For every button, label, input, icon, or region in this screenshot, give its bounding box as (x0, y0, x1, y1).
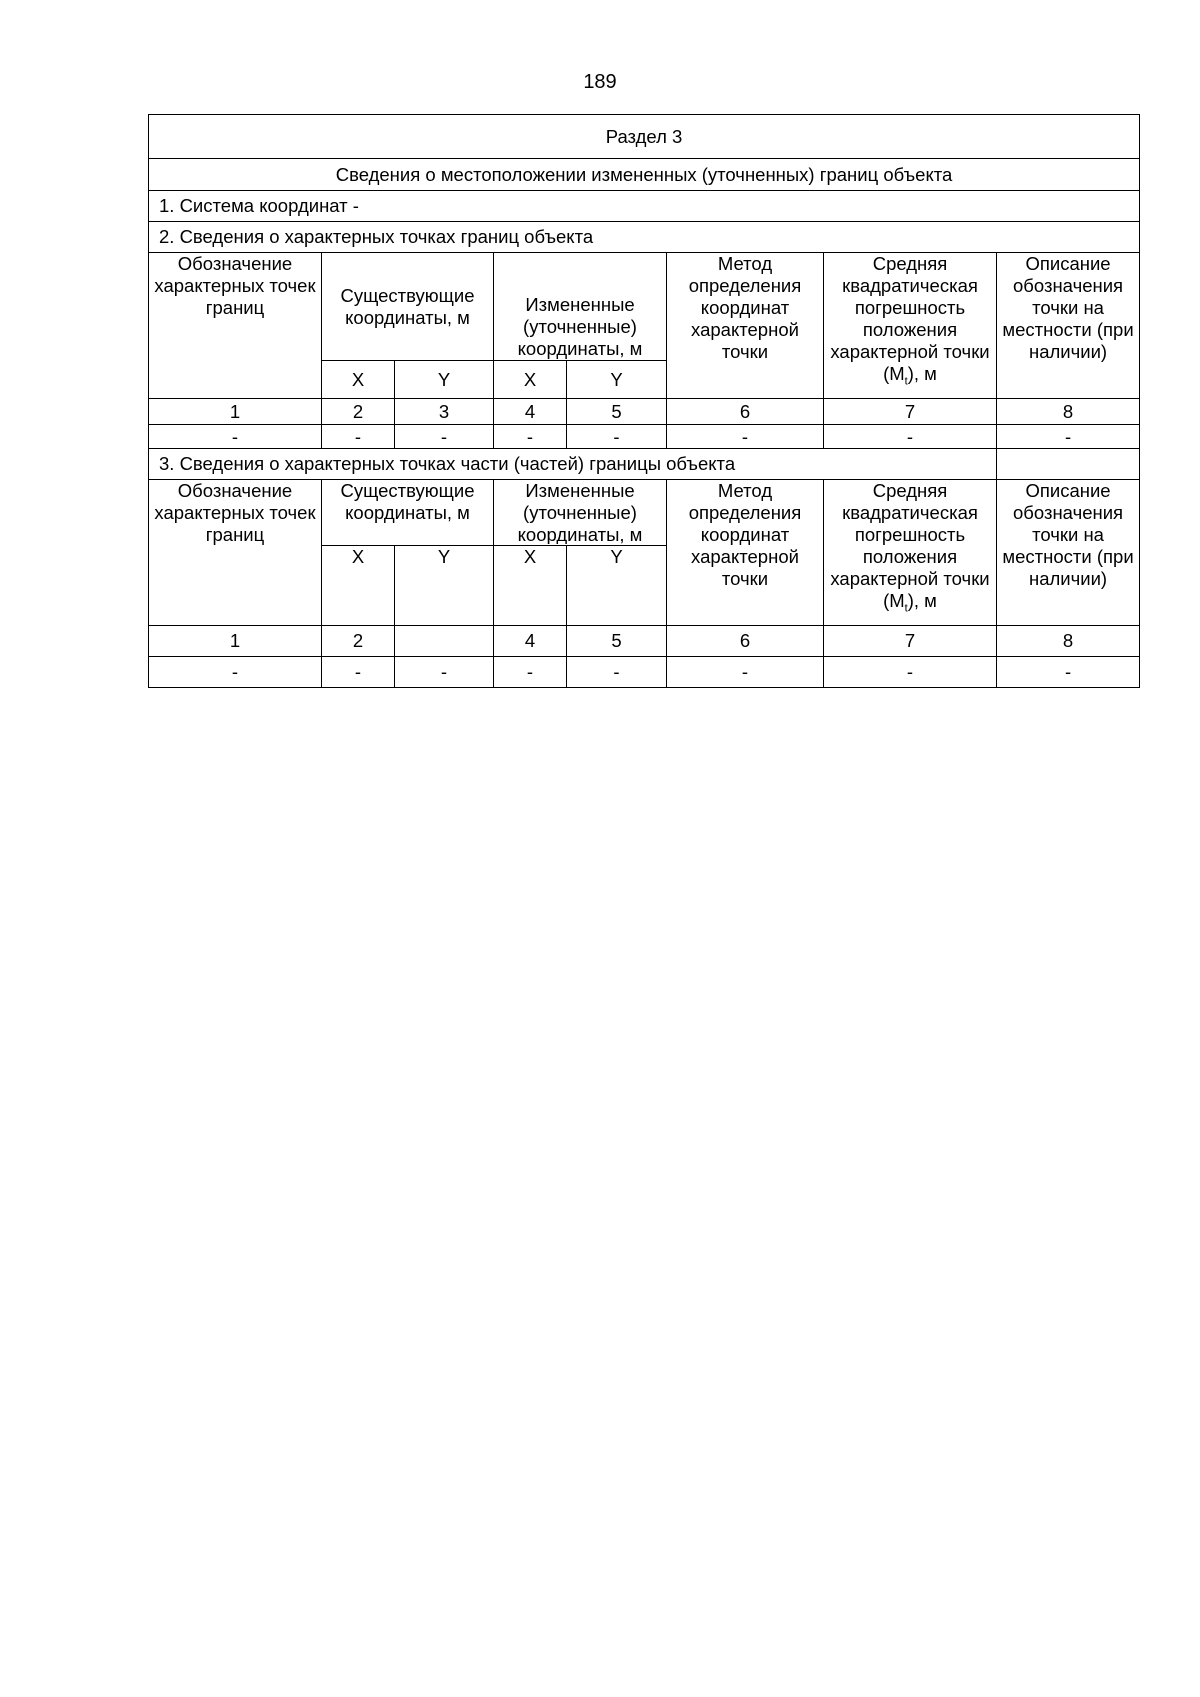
part2-title: 2. Сведения о характерных точках границ объекта (149, 222, 1140, 253)
part3-row-cell: - (997, 657, 1140, 688)
part3-title: 3. Сведения о характерных точках части (частей) границы объекта (149, 449, 997, 480)
part3-colnum: 2 (322, 626, 395, 657)
part3-row-cell: - (322, 657, 395, 688)
part2-colnum: 1 (149, 399, 322, 425)
part3-header-y-existing: Y (395, 546, 494, 626)
part3-row-cell: - (667, 657, 824, 688)
page-number: 189 (583, 71, 617, 93)
part2-row-cell: - (997, 425, 1140, 449)
part3-header-existing: Существующие координаты, м (322, 480, 494, 546)
part2-header-x-changed: X (494, 361, 567, 399)
part2-colnum: 4 (494, 399, 567, 425)
part3-header-error-unit: ), м (907, 590, 937, 611)
part2-colnum: 8 (997, 399, 1140, 425)
part2-colnum: 2 (322, 399, 395, 425)
part3-header-error-sub: t (904, 602, 908, 615)
part3-row-cell: - (149, 657, 322, 688)
part3-header-changed-label: Измененные (уточненные) координаты, м (517, 480, 643, 544)
part2-header-description: Описание обозначения точки на местности (при наличии) (997, 253, 1140, 399)
part2-colnum: 7 (824, 399, 997, 425)
part2-header-existing-label: Существующие координаты, м (340, 284, 475, 328)
part2-header-existing (322, 253, 494, 361)
part3-header-description: Описание обозначения точки на местности (при наличии) (997, 480, 1140, 626)
part2-row-cell: - (322, 425, 395, 449)
part2-colnum: 3 (395, 399, 494, 425)
part2-row-cell: - (395, 425, 494, 449)
section-3-table (148, 114, 1140, 688)
part3-colnum: 8 (997, 626, 1140, 657)
part2-header-error (824, 253, 997, 399)
part2-header-designation: Обозначение характерных точек границ (149, 253, 322, 399)
part3-colnum: 6 (667, 626, 824, 657)
part3-row-cell: - (567, 657, 667, 688)
part3-colnum: 5 (567, 626, 667, 657)
part3-colnum: 4 (494, 626, 567, 657)
part2-header-error-text: Средняя квадратическая погрешность положения характерной точки (M (830, 253, 990, 384)
part2-header-changed-label: Измененные (уточненные) координаты, м (517, 294, 643, 359)
part3-header-designation: Обозначение характерных точек границ (149, 480, 322, 626)
part2-header-x-existing: X (322, 361, 395, 399)
part2-header-method: Метод определения координат характерной точки (667, 253, 824, 399)
part2-header-y-changed: Y (567, 361, 667, 399)
part2-header-changed (494, 253, 667, 361)
part2-header-error-sub: t (904, 375, 908, 388)
part3-colnum (395, 626, 494, 657)
part2-row-cell: - (824, 425, 997, 449)
coordinate-system-label: 1. Система координат - (149, 191, 1140, 222)
part2-row-cell: - (149, 425, 322, 449)
part3-title-empty-cell (997, 449, 1140, 480)
part2-colnum: 6 (667, 399, 824, 425)
part3-header-x-changed: X (494, 546, 567, 626)
part2-colnum: 5 (567, 399, 667, 425)
part3-header-method: Метод определения координат характерной точки (667, 480, 824, 626)
part2-header-y-existing: Y (395, 361, 494, 399)
part3-row-cell: - (395, 657, 494, 688)
section-title: Раздел 3 (149, 115, 1140, 159)
part3-colnum: 7 (824, 626, 997, 657)
part2-row-cell: - (667, 425, 824, 449)
part2-header-error-unit: ), м (907, 363, 937, 384)
part3-header-error-text: Средняя квадратическая погрешность положения характерной точки (M (830, 480, 990, 611)
part3-header-error (824, 480, 997, 626)
part2-row-cell: - (494, 425, 567, 449)
part3-row-cell: - (494, 657, 567, 688)
part3-header-changed (494, 480, 667, 546)
part3-colnum: 1 (149, 626, 322, 657)
part2-row-cell: - (567, 425, 667, 449)
part3-header-y-changed: Y (567, 546, 667, 626)
part3-header-x-existing: X (322, 546, 395, 626)
section-subtitle: Сведения о местоположении измененных (уточненных) границ объекта (149, 159, 1140, 191)
part3-row-cell: - (824, 657, 997, 688)
